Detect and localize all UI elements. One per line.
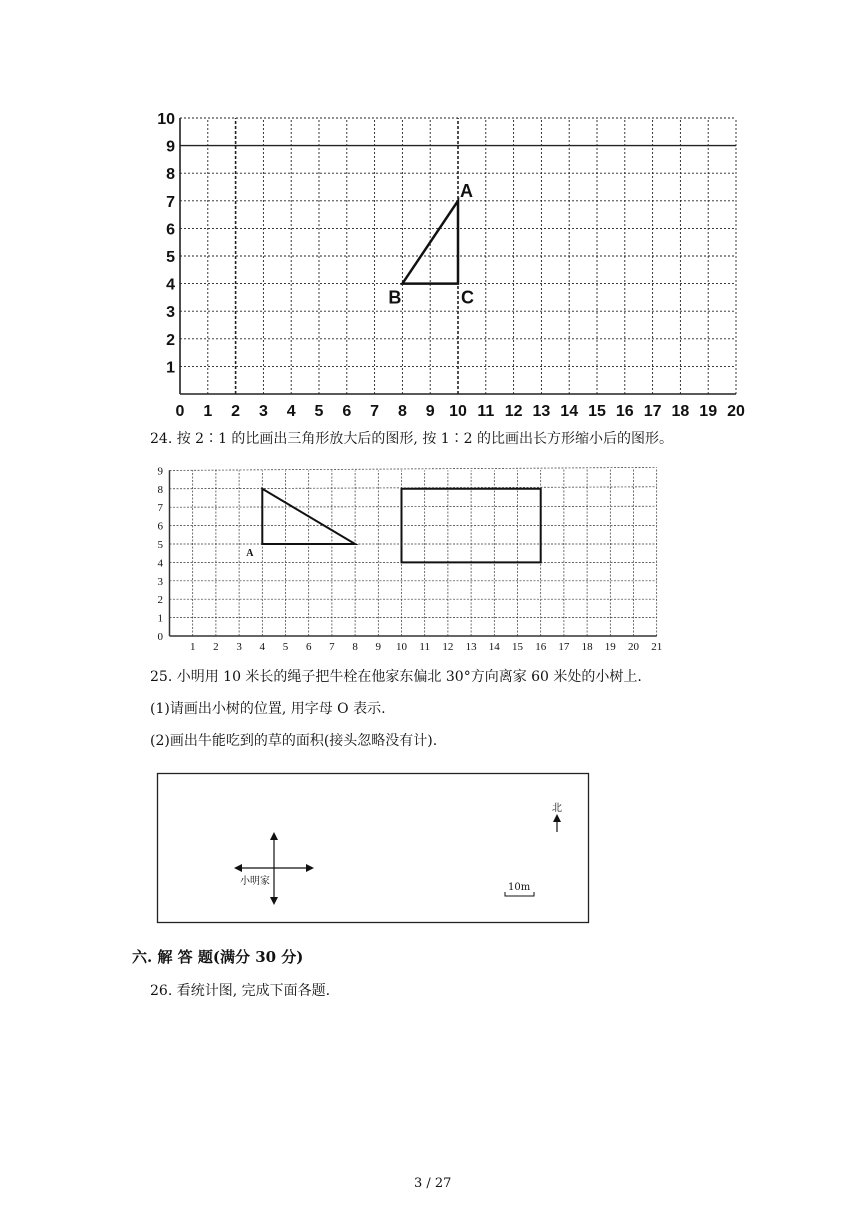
x-tick-label: 4 <box>259 641 266 653</box>
x-tick-label: 1 <box>203 403 213 420</box>
coordinate-grid-1 <box>140 100 760 425</box>
page-number: 3 / 27 <box>414 1176 452 1191</box>
map-box <box>155 770 591 926</box>
x-tick-label: 19 <box>604 641 616 653</box>
y-tick-label: 8 <box>166 166 175 184</box>
x-tick-label: 16 <box>535 641 547 653</box>
north-label: 北 <box>552 803 562 814</box>
y-tick-label: 7 <box>157 502 163 515</box>
x-tick-label: 12 <box>442 641 454 653</box>
y-tick-label: 9 <box>157 465 163 478</box>
y-tick-label: 1 <box>157 612 163 625</box>
y-tick-label: 3 <box>157 575 163 588</box>
y-tick-label: 4 <box>157 557 163 570</box>
x-tick-label: 9 <box>375 641 382 653</box>
x-tick-label: 20 <box>727 403 745 420</box>
x-tick-label: 14 <box>488 641 500 653</box>
y-tick-label: 1 <box>166 359 175 377</box>
x-tick-label: 7 <box>329 641 335 653</box>
question-25-part-1: (1)请画出小树的位置, 用字母 O 表示. <box>150 701 386 717</box>
y-tick-label: 2 <box>166 331 175 349</box>
y-tick-label: 0 <box>157 631 163 643</box>
x-tick-label: 11 <box>477 403 495 420</box>
x-tick-label: 15 <box>512 641 523 653</box>
y-tick-label: 7 <box>166 193 175 211</box>
x-tick-label: 9 <box>425 403 435 420</box>
y-axis-labels <box>157 111 175 376</box>
question-25-part-2: (2)画出牛能吃到的草的面积(接头忽略没有计). <box>150 733 438 749</box>
home-label: 小明家 <box>240 876 270 887</box>
y-tick-label: 8 <box>157 483 163 496</box>
y-tick-label: 2 <box>157 594 163 607</box>
vertex-a-label: A <box>246 548 254 559</box>
question-25: 25. 小明用 10 米长的绳子把牛栓在他家东偏北 30°方向离家 60 米处的小树上. <box>150 669 642 685</box>
x-tick-label: 1 <box>189 641 196 653</box>
y-tick-label: 5 <box>166 249 175 266</box>
x-tick-label: 19 <box>699 403 718 420</box>
y-tick-label: 6 <box>157 520 163 533</box>
x-tick-label: 18 <box>671 403 690 420</box>
grid-lines <box>170 467 657 636</box>
coordinate-grid-2 <box>145 460 675 655</box>
y-tick-label: 3 <box>166 304 175 322</box>
vertex-b-label: B <box>388 287 402 308</box>
x-tick-label: 8 <box>397 403 407 420</box>
x-tick-label: 6 <box>342 403 352 420</box>
x-tick-label: 14 <box>560 403 579 420</box>
vertex-c-label: C <box>461 287 474 308</box>
x-tick-label: 12 <box>504 403 523 420</box>
y-tick-label: 5 <box>157 539 163 551</box>
x-tick-label: 18 <box>581 641 593 653</box>
section-6-title: 六. 解 答 题(满分 30 分) <box>132 948 304 966</box>
grid-h-line <box>170 467 657 470</box>
question-26: 26. 看统计图, 完成下面各题. <box>150 983 331 999</box>
x-tick-label: 7 <box>370 403 380 420</box>
x-tick-label: 20 <box>628 641 639 653</box>
x-tick-label: 16 <box>615 403 634 420</box>
x-tick-label: 13 <box>532 403 551 420</box>
x-tick-label: 17 <box>643 403 662 420</box>
x-tick-label: 21 <box>651 641 663 653</box>
x-tick-label: 17 <box>558 641 570 653</box>
x-axis-labels <box>176 403 745 420</box>
x-tick-label: 15 <box>588 403 606 420</box>
x-axis-labels <box>190 641 662 653</box>
x-tick-label: 5 <box>282 641 289 653</box>
x-tick-label: 13 <box>465 641 477 653</box>
y-tick-label: 6 <box>166 221 175 239</box>
x-tick-label: 6 <box>305 641 312 653</box>
home-compass-cross <box>236 834 312 903</box>
x-tick-label: 10 <box>396 641 407 653</box>
y-tick-label: 10 <box>157 111 175 128</box>
x-tick-label: 2 <box>231 403 241 420</box>
x-tick-label: 5 <box>314 403 324 420</box>
vertex-a-label: A <box>460 180 473 201</box>
triangle-shape <box>262 489 355 544</box>
question-24: 24. 按 2∶1 的比画出三角形放大后的图形, 按 1∶2 的比画出长方形缩小后的图形。 <box>150 431 674 447</box>
grid-h-line <box>170 506 657 507</box>
x-tick-label: 4 <box>286 403 296 420</box>
x-tick-label: 2 <box>213 641 219 653</box>
x-tick-label: 11 <box>419 641 430 653</box>
x-tick-label: 0 <box>175 403 185 420</box>
x-tick-label: 3 <box>236 641 242 653</box>
y-tick-label: 4 <box>166 276 175 294</box>
x-tick-label: 8 <box>352 641 358 653</box>
scale-label: 10m <box>508 882 531 893</box>
x-tick-label: 3 <box>258 403 268 420</box>
x-tick-label: 10 <box>449 403 467 420</box>
y-tick-label: 9 <box>166 138 175 156</box>
y-axis-labels <box>158 465 164 643</box>
